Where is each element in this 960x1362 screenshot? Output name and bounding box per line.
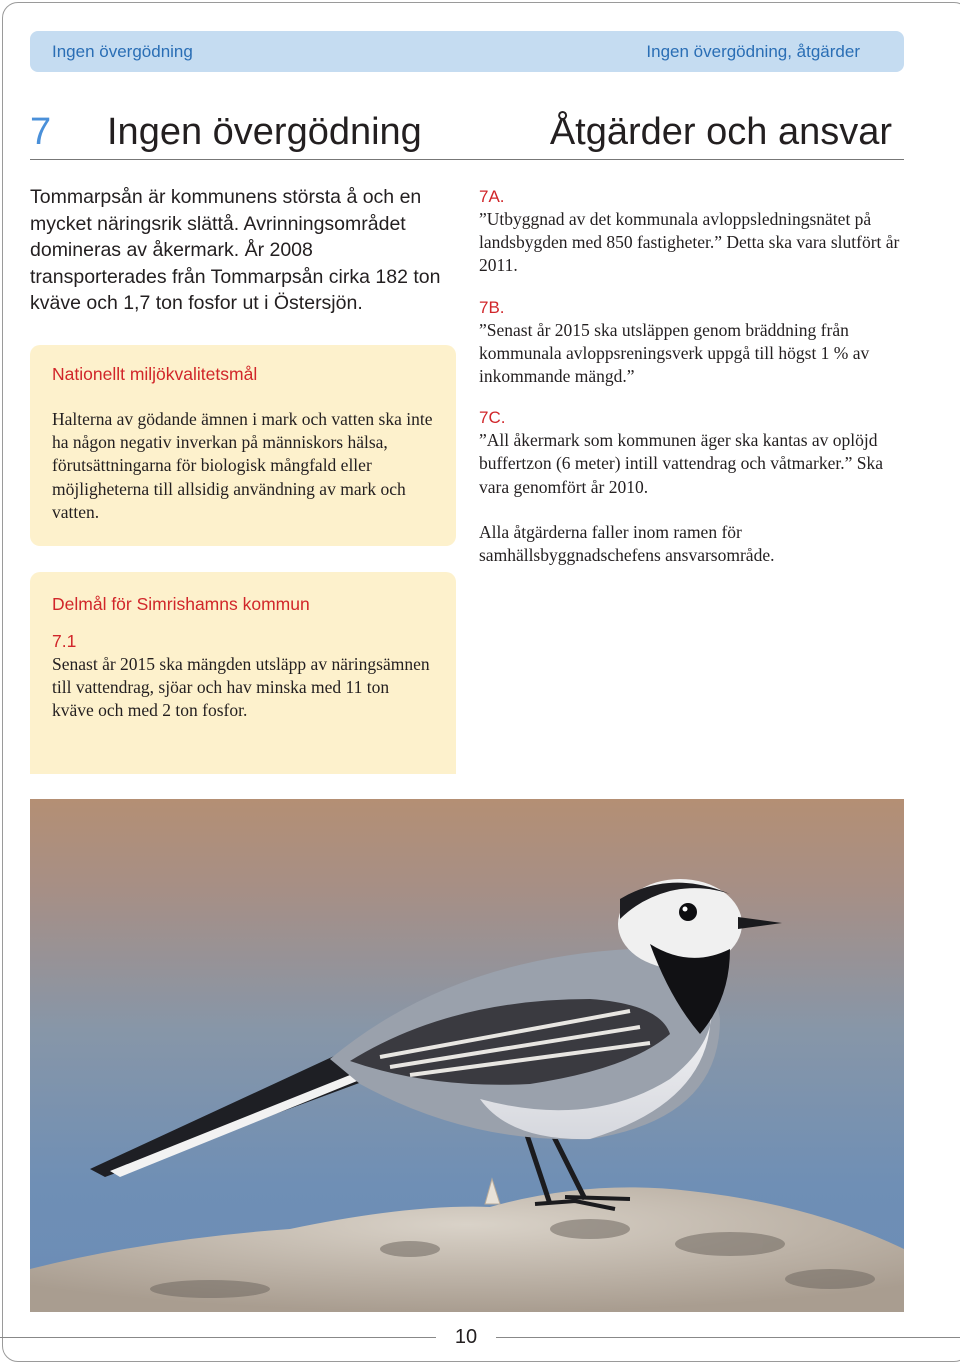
measure-text: ”Utbyggnad av det kommunala avloppsledningsnätet på landsbygden med 850 fastigheter.” Detta ska vara slutfört år 2011. bbox=[479, 209, 900, 276]
measures-column bbox=[479, 186, 909, 567]
page-number: 10 bbox=[454, 1326, 478, 1348]
footer-rule bbox=[0, 1337, 436, 1338]
measure-item bbox=[479, 407, 909, 499]
measure-text: ”Senast år 2015 ska utsläppen genom bräddning från kommunala avloppsreningsverk uppgå till högst 1 % av inkommande mängd.” bbox=[479, 319, 870, 387]
chapter-number: 7 bbox=[30, 111, 52, 153]
chapter-title: Ingen övergödning bbox=[107, 111, 422, 153]
wagtail-photo bbox=[30, 799, 904, 1312]
measure-item bbox=[479, 186, 909, 278]
local-goal-text: Senast år 2015 ska mängden utsläpp av näringsämnen till vattendrag, sjöar och hav minska med 11 ton kväve och med 2 ton fosfor. bbox=[52, 654, 430, 721]
section-title: Åtgärder och ansvar bbox=[549, 111, 892, 153]
title-row bbox=[30, 104, 904, 160]
footer-rule bbox=[496, 1337, 960, 1338]
local-goal-code: 7.1 bbox=[52, 631, 77, 651]
header-left-text: Ingen övergödning bbox=[52, 41, 193, 61]
measure-code: 7A. bbox=[479, 187, 505, 206]
measure-code: 7B. bbox=[479, 297, 505, 317]
national-goal-title: Nationellt miljökvalitetsmål bbox=[52, 364, 258, 384]
measure-item bbox=[479, 297, 909, 389]
national-goal-text: Halterna av gödande ämnen i mark och vatten ska inte ha någon negativ inverkan på människors hälsa, förutsättningarna för biologisk mångfald eller möjligheterna till allsidig användning av mark och vatten. bbox=[52, 409, 433, 522]
measure-text: ”All åkermark som kommunen äger ska kantas av oplöjd buffertzon (6 meter) intill vattendrag och våtmarker.” Ska vara genomfört år 2010. bbox=[479, 430, 883, 497]
header-right-text: Ingen övergödning, åtgärder bbox=[646, 41, 860, 61]
national-goal-box bbox=[30, 345, 456, 546]
bird-illustration bbox=[30, 799, 904, 1312]
running-header bbox=[30, 31, 904, 72]
intro-paragraph: Tommarpsån är kommunens största å och en mycket näringsrik slättå. Avrinningsområdet domineras av åkermark. År 2008 transporterades från Tommarpsån cirka 182 ton kväve och 1,7 ton fosfor ut i Östersjön. bbox=[30, 186, 441, 314]
measure-code: 7C. bbox=[479, 408, 506, 428]
local-goal-box bbox=[30, 572, 456, 774]
local-goal-title: Delmål för Simrishamns kommun bbox=[52, 594, 310, 614]
responsibility-note: Alla åtgärderna faller inom ramen för samhällsbyggnadschefens ansvarsområde. bbox=[479, 521, 775, 566]
